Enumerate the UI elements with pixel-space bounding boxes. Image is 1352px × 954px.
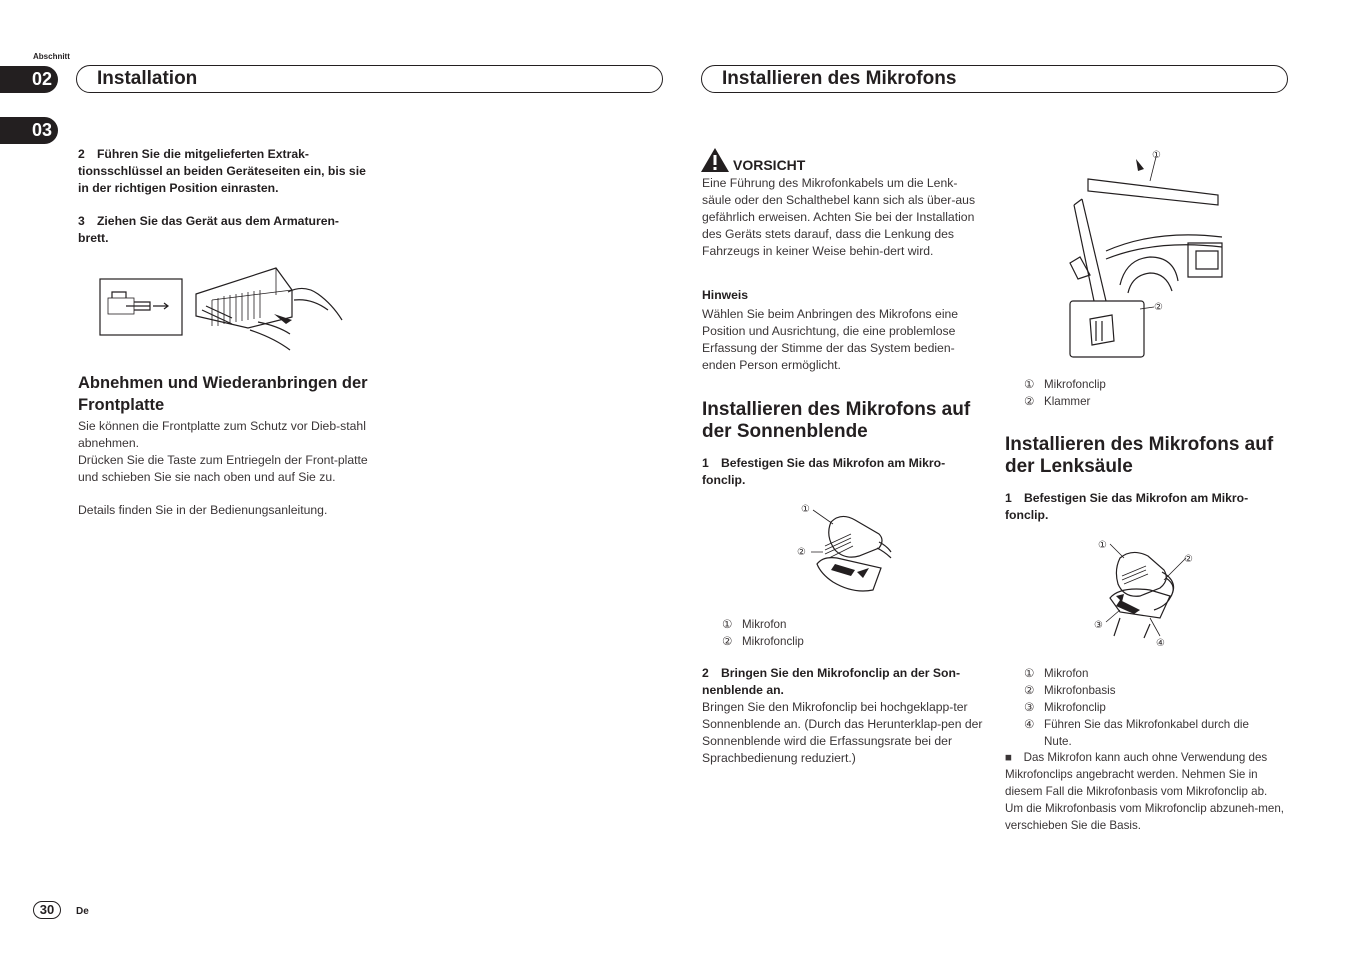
callout-2: ②	[797, 547, 806, 558]
column-mic-figure	[1090, 534, 1210, 650]
column-legend	[1024, 665, 1264, 750]
legend-item: ④ Führen Sie das Mikrofonkabel durch die Nute.	[1024, 718, 1249, 748]
legend-item: ① Mikrofon	[722, 618, 787, 631]
legend-item: ② Mikrofonclip	[722, 635, 804, 648]
faceplate-heading: Abnehmen und Wiederanbringen der Frontplatte	[78, 374, 368, 414]
sunvisor-step-1: 1 Befestigen Sie das Mikrofon am Mikro-fonclip.	[702, 456, 946, 487]
warning-icon	[701, 147, 731, 173]
steering-column-step-1: 1 Befestigen Sie das Mikrofon am Mikro-fonclip.	[1005, 491, 1249, 522]
caution-text: Eine Führung des Mikrofonkabels um die Lenk-säule oder den Schalthebel kann sich als über-aus gefährlich erweisen. Achten Sie bei der Installation des Geräts stets darauf, dass die Lenkung des Fahrzeugs in keiner Weise behin-dert wird.	[702, 176, 976, 258]
section-label: Abschnitt	[33, 52, 70, 61]
right-section-title: Installieren des Mikrofons	[701, 65, 1288, 93]
sunvisor-install-figure	[1066, 145, 1226, 360]
callout-2: ②	[1154, 302, 1163, 313]
callout-1: ①	[801, 504, 810, 515]
legend-item: ② Mikrofonbasis	[1024, 684, 1116, 697]
step-3-text: 3 Ziehen Sie das Gerät aus dem Armaturen-brett.	[78, 214, 339, 245]
visor-legend	[1024, 376, 1264, 410]
callout-2: ②	[1184, 554, 1193, 565]
chapter-badge-current[interactable]: 02	[0, 66, 58, 93]
callout-1: ①	[1098, 540, 1107, 551]
note-title: Hinweis	[702, 288, 749, 302]
extraction-figure	[98, 262, 348, 357]
steering-column-heading: Installieren des Mikrofons auf der Lenksäule	[1005, 434, 1274, 477]
sunvisor-heading: Installieren des Mikrofons auf der Sonnenblende	[702, 399, 971, 442]
callout-1: ①	[1152, 150, 1161, 161]
legend-item: ② Klammer	[1024, 395, 1091, 408]
caution-title: VORSICHT	[733, 157, 806, 173]
callout-4: ④	[1156, 638, 1165, 649]
page-number: 30	[33, 901, 61, 919]
sunvisor-step-2: 2 Bringen Sie den Mikrofonclip an der Son-nenblende an.	[702, 666, 960, 697]
sunvisor-legend	[722, 616, 922, 650]
note-text: Wählen Sie beim Anbringen des Mikrofons eine Position und Ausrichtung, die eine problemlose Erfassung der Stimme der das System bedien-enden Person ermöglicht.	[702, 307, 959, 372]
language-code: De	[76, 906, 89, 917]
legend-item: ③ Mikrofonclip	[1024, 701, 1106, 714]
column-note: ■ Das Mikrofon kann auch ohne Verwendung des Mikrofonclips angebracht werden. Nehmen Sie in diesem Fall die Mikrofonbasis vom Mikrofonclip ab. Um die Mikrofonbasis vom Mikrofonclip abzuneh-men, verschieben Sie die Basis.	[1005, 751, 1285, 832]
legend-item: ① Mikrofon	[1024, 667, 1089, 680]
chapter-badge-next[interactable]: 03	[0, 117, 58, 144]
faceplate-paragraph-3: Details finden Sie in der Bedienungsanleitung.	[78, 503, 328, 517]
faceplate-paragraph-2: Drücken Sie die Taste zum Entriegeln der Front-platte und schieben Sie sie nach oben und auf Sie zu.	[78, 453, 368, 484]
step-2-text: 2 Führen Sie die mitgelieferten Extrak-tionsschlüssel an beiden Geräteseiten ein, bis sie in der richtigen Position einrasten.	[78, 147, 366, 195]
mic-clip-figure	[795, 500, 895, 595]
legend-item: ① Mikrofonclip	[1024, 378, 1106, 391]
left-section-title: Installation	[76, 65, 663, 93]
faceplate-paragraph-1: Sie können die Frontplatte zum Schutz vor Dieb-stahl abnehmen.	[78, 419, 366, 450]
sunvisor-step-2-text: Bringen Sie den Mikrofonclip bei hochgeklapp-ter Sonnenblende an. (Durch das Herunterklap-pen der Sonnenblende wird die Erfassungsrate bei der Sprachbedienung reduziert.)	[702, 700, 983, 765]
callout-3: ③	[1094, 620, 1103, 631]
